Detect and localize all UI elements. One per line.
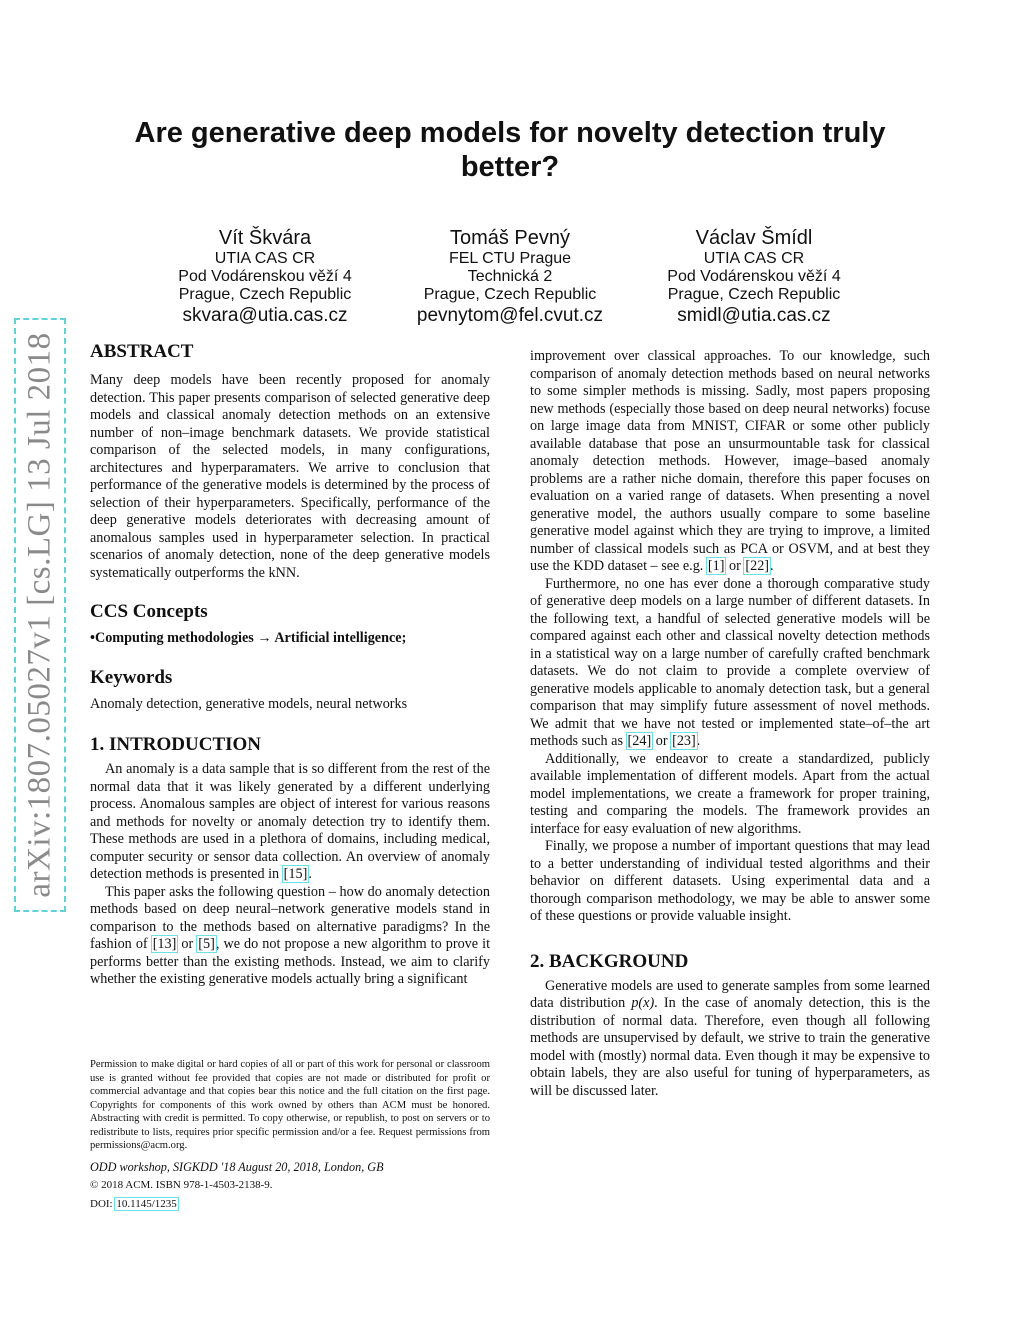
intro-paragraph-4: Additionally, we endeavor to create a standardized, publicly available implementation of different models. Apart from the actual model implementations, we create a framework for proper training, testing and comparing the models. The framework provides an interface for easy evaluation of new algorithms. — [530, 750, 930, 837]
copyright: © 2018 ACM. ISBN 978-1-4503-2138-9. — [90, 1179, 273, 1191]
arxiv-id: arXiv:1807.05027v1 [cs.LG] 13 Jul 2018 — [21, 332, 58, 898]
citation-link[interactable]: [15] — [283, 866, 308, 882]
arrow-icon: → — [257, 630, 272, 646]
citation-link[interactable]: [24] — [627, 733, 652, 749]
author-address: Technická 2 — [467, 268, 553, 285]
conjunction: or — [729, 558, 741, 574]
intro-text: improvement over classical approaches. To our knowledge, such comparison of anomaly detection methods based on neural networks to some simpler methods is missing. Sadly, most papers proposing new methods (especially those based on deep neural networks) focuse on large image data from MNIST, CIFAR or some other publicly available database that pose an unsurmountable task for classical anomaly detection methods. However, image–based anomaly problems are a rather niche domain, therefore this paper focuses on evaluation on a varied range of datasets. When presenting a novel generative model, the authors usually compare to some baseline generative model against which they are trying to improve, a limited number of classical models such as PCA or OSVM, and at best they use the KDD dataset – see e.g. — [530, 348, 930, 574]
background-text: . In the case of anomaly detection, this is the distribution of normal data. Therefore, even though all following methods are unsupervised by default, we strive to train the generative model with (mostly) normal data. Even though it may be expensive to obtain labels, they are also useful for tuning of hyperparameters, as will be discussed later. — [530, 995, 930, 1099]
author-block-1 — [135, 226, 395, 328]
ccs-heading: CCS Concepts — [90, 601, 208, 622]
ccs-concepts — [90, 630, 490, 648]
author-name: Tomáš Pevný — [449, 227, 571, 249]
punctuation: . — [308, 866, 312, 882]
author-name: Václav Šmídl — [695, 227, 813, 249]
author-email: smidl@utia.cas.cz — [677, 305, 831, 326]
author-city: Prague, Czech Republic — [423, 286, 597, 303]
background-text: Generative models are used to generate samples from some learned data distribution — [530, 977, 930, 1011]
author-name: Vít Škvára — [218, 227, 312, 249]
venue: ODD workshop, SIGKDD '18 August 20, 2018, London, GB — [90, 1159, 384, 1174]
intro-paragraph-2-cont — [530, 348, 930, 576]
intro-text: This paper asks the following question – how do anomaly detection methods based on deep neural–network generative models stand in comparison to the methods based on alternative paradigms? In the fashion of — [90, 883, 490, 952]
intro-paragraph-5: Finally, we propose a number of important questions that may lead to a better understanding of individual tested algorithms and their behavior on different datasets. Using experimental data and a thorough comparison methodology, we may be able to answer some of these questions or provide valuable insight. — [530, 838, 930, 924]
abstract-text: Many deep models have been recently proposed for anomaly detection. This paper presents comparison of selected generative deep models and classical anomaly detection methods on an extensive number of non–image benchmark datasets. We provide statistical comparison of the selected models, in many configurations, architectures and hyperparamaters. We arrive to conclusion that performance of the generative models is determined by the process of selection of their hyperparameters. Specifically, performance of the deep generative models deteriorates with decreasing amount of anomalous samples used in hyperparameter selection. In practical scenarios of anomaly detection, none of the deep generative models systematically outperforms the kNN. — [90, 372, 490, 581]
paper-title: Are generative deep models for novelty detection truly better? — [134, 117, 886, 183]
keywords-heading: Keywords — [90, 666, 173, 688]
intro-paragraph-1 — [90, 761, 490, 884]
author-city: Prague, Czech Republic — [667, 286, 841, 303]
intro-paragraph-3 — [530, 576, 930, 751]
citation-link[interactable]: [22] — [745, 558, 770, 574]
doi-link[interactable]: 10.1145/1235 — [116, 1197, 177, 1210]
doi-label: DOI: — [90, 1197, 113, 1210]
ccs-bullet: • — [90, 630, 95, 646]
left-column — [90, 340, 490, 989]
author-block-2 — [380, 226, 640, 328]
ccs-subcategory: Artificial intelligence; — [274, 630, 407, 646]
keywords-text: Anomaly detection, generative models, neural networks — [90, 695, 408, 712]
ccs-category: Computing methodologies — [94, 630, 254, 646]
author-city: Prague, Czech Republic — [178, 286, 352, 303]
permission-notice: Permission to make digital or hard copies of all or part of this work for personal or classroom use is granted without fee provided that copies are not made or distributed for profit or commercial advantage and that copies bear this notice and the full citation on the first page. Copyrights for components of this work owned by others than ACM must be honored. Abstracting with credit is permitted. To copy otherwise, or republish, to post on servers or to redistribute to lists, requires prior specific permission and/or a fee. Request permissions from permissions@acm.org. — [90, 1059, 490, 1151]
author-email: pevnytom@fel.cvut.cz — [416, 305, 604, 326]
citation-link[interactable]: [13] — [152, 936, 177, 952]
footnote-block — [90, 1058, 490, 1211]
intro-text: Furthermore, no one has ever done a thorough comparative study of generative deep models on a large number of different datasets. In the following text, a handful of selected generative models will be compared against each other and classical novelty detection methods in a statistical way on a large number of carefully crafted benchmark datasets. We do not claim to provide a complete overview of generative models applicable to anomaly detection task, but a general comparison that may simplify future assessment of novel methods. We admit that we have not tested or implemented state–of–the art methods such as — [530, 575, 930, 749]
intro-text: An anomaly is a data sample that is so different from the rest of the normal data that it was likely generated by a different underlying process. Anomalous samples are object of interest for various reasons and methods for novelty or anomaly detection try to identify them. These methods are used in a plethora of domains, including medical, computer security or sensor data collection. An overview of anomaly detection methods is presented in — [90, 761, 490, 882]
conjunction: or — [655, 733, 668, 749]
doi-line — [90, 1198, 490, 1212]
math-expression: p(x) — [631, 995, 655, 1011]
arxiv-stamp-link[interactable] — [14, 318, 66, 912]
citation-link[interactable]: [1] — [707, 558, 725, 574]
author-affiliation: UTIA CAS CR — [214, 250, 316, 267]
intro-heading: 1. INTRODUCTION — [90, 734, 262, 755]
abstract-heading: ABSTRACT — [90, 341, 194, 362]
punctuation: . — [696, 733, 701, 749]
author-address: Pod Vodárenskou věží 4 — [178, 268, 352, 285]
author-block-3 — [624, 226, 884, 328]
conjunction: or — [181, 936, 194, 952]
intro-text: , we do not propose a new algorithm to prove it performs better than the existing methods. Instead, we aim to clarify whether the existing generative models actually bring a significant — [90, 936, 491, 987]
author-affiliation: FEL CTU Prague — [448, 250, 572, 267]
author-address: Pod Vodárenskou věží 4 — [667, 268, 841, 285]
background-paragraph-1 — [530, 978, 930, 1101]
background-heading: 2. BACKGROUND — [530, 950, 689, 972]
citation-link[interactable]: [5] — [198, 936, 215, 952]
punctuation: . — [770, 558, 774, 574]
citation-link[interactable]: [23] — [672, 733, 696, 749]
intro-paragraph-2 — [90, 884, 490, 989]
author-affiliation: UTIA CAS CR — [703, 250, 805, 267]
author-email: skvara@utia.cas.cz — [182, 305, 348, 326]
right-column — [530, 348, 930, 1100]
